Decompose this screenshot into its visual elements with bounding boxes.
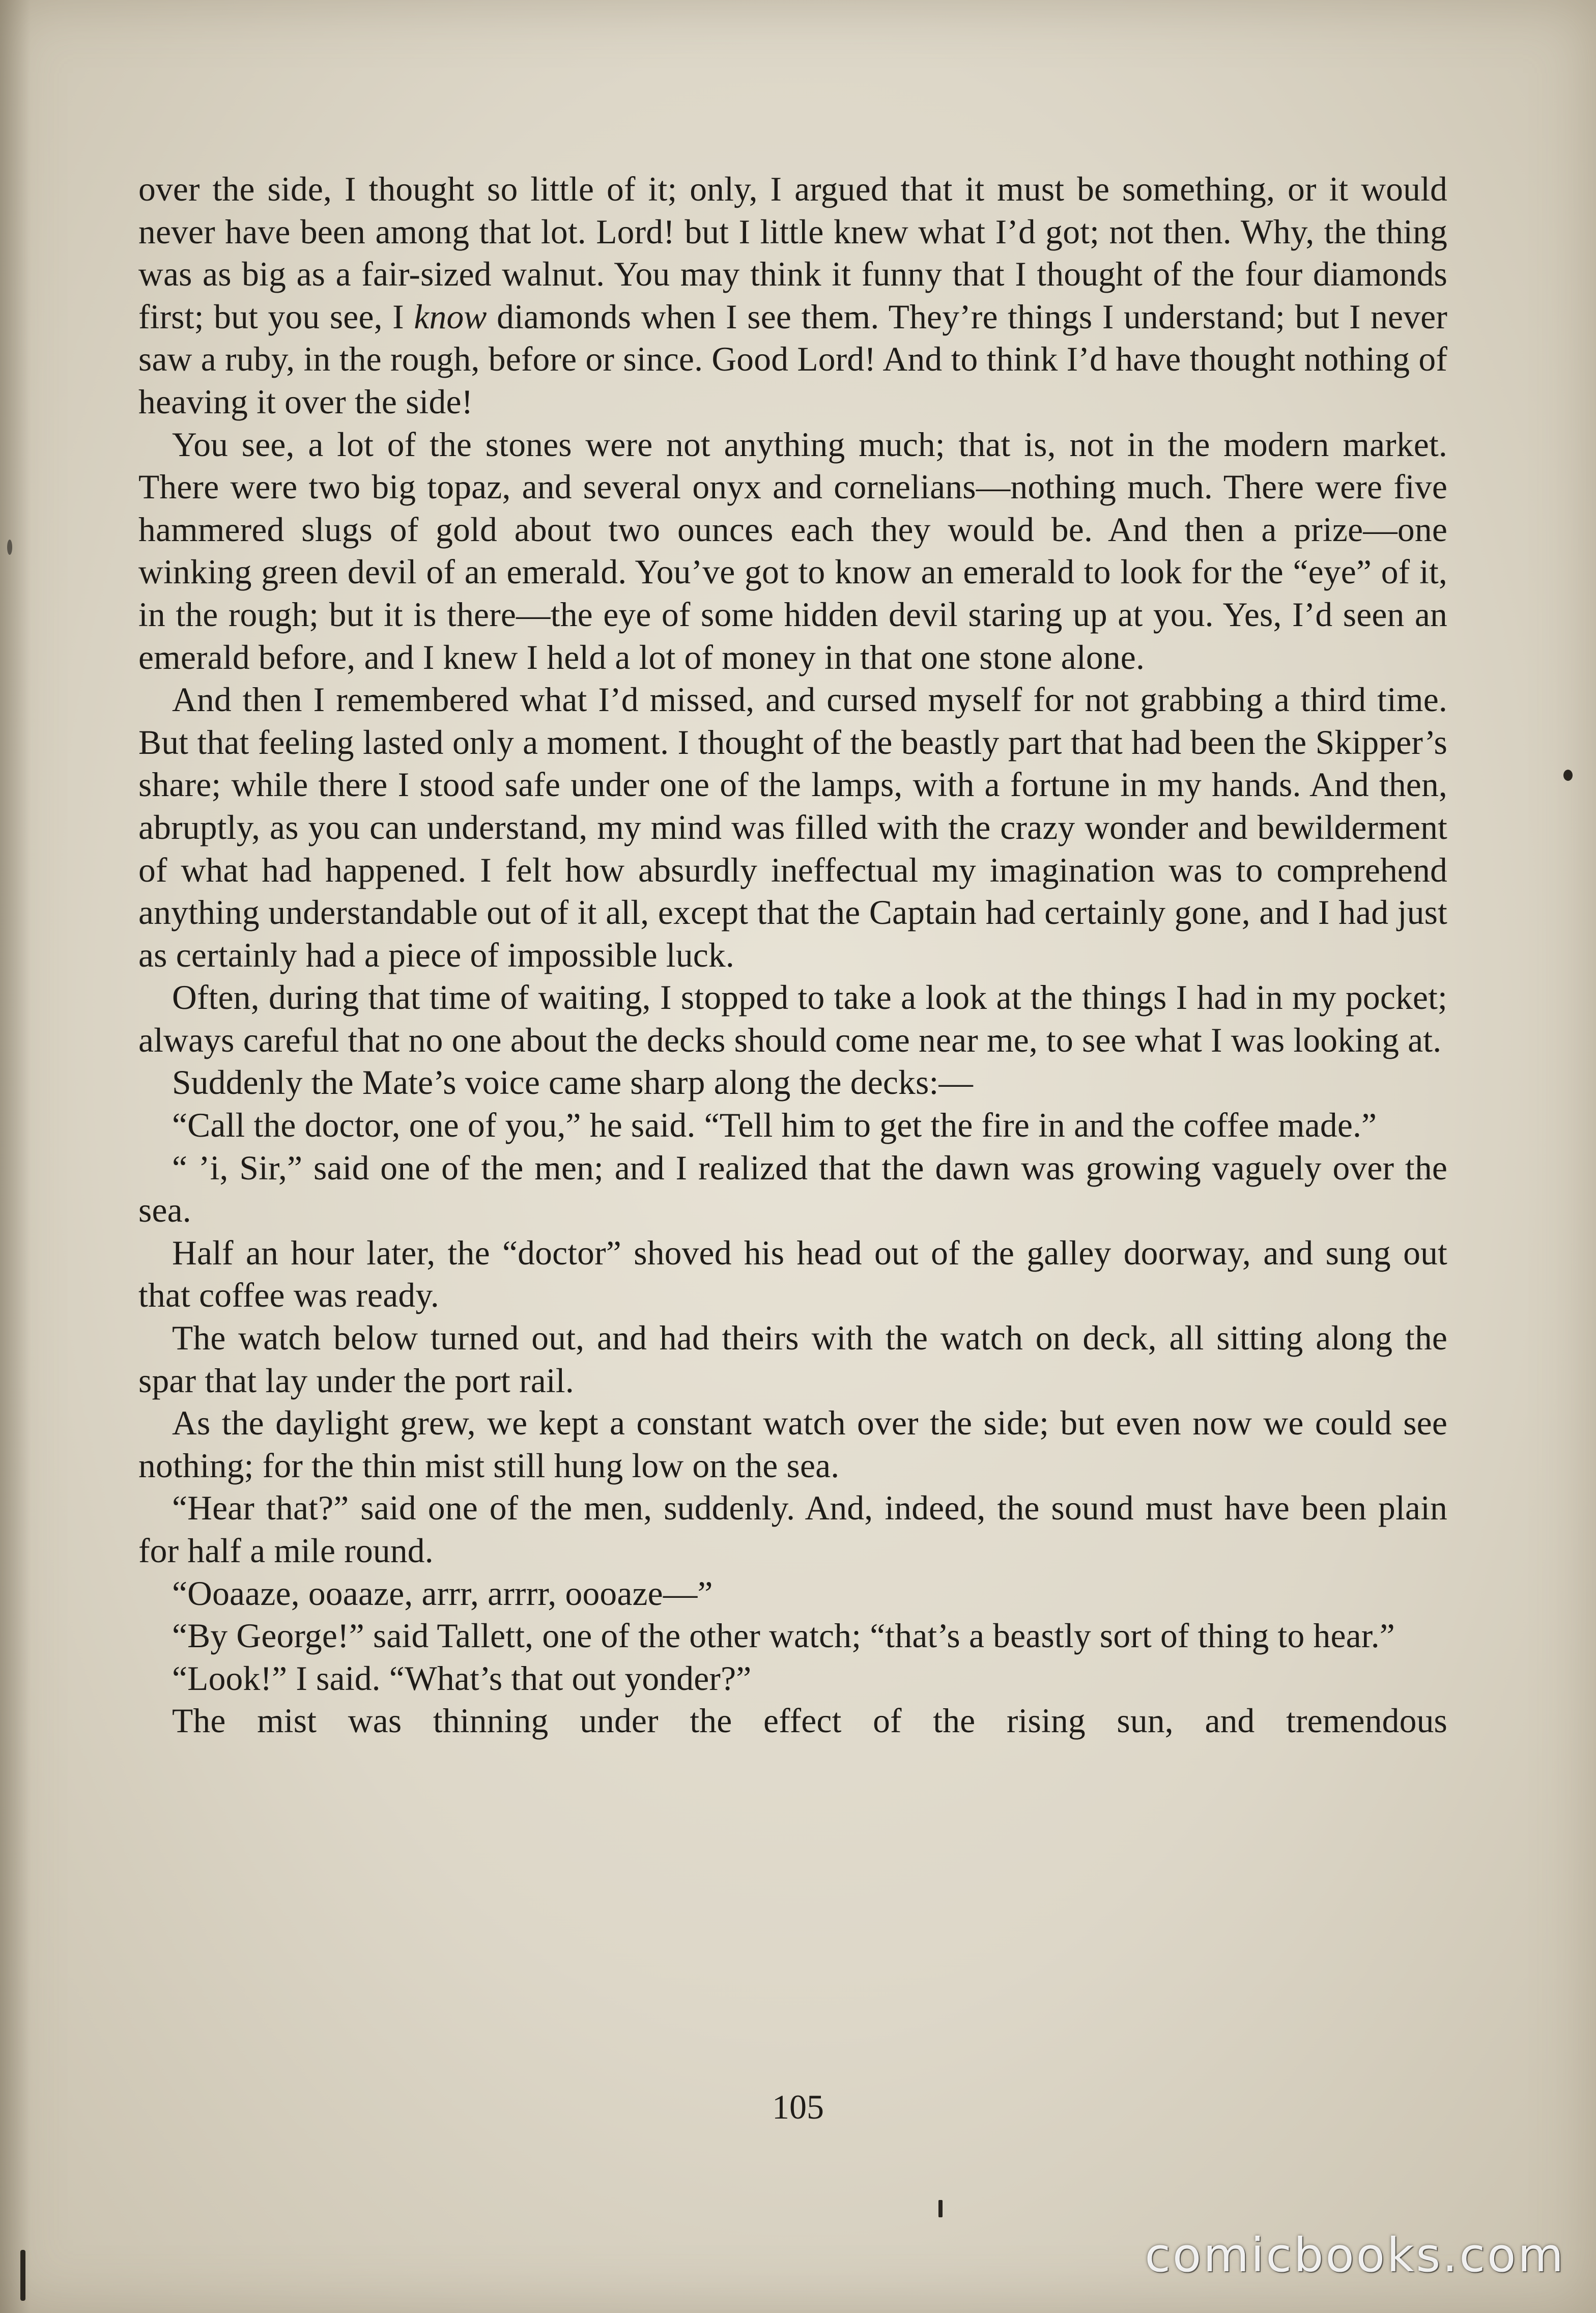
paragraph: Suddenly the Mate’s voice came sharp along the decks:— [172, 1063, 974, 1102]
paragraph-last: The mist was thinning under the effect of the rising sun, and tremendous [172, 1702, 1447, 1740]
page-speck [938, 2200, 943, 2217]
paragraph: “By George!” said Tallett, one of the other watch; “that’s a beastly sort of thing to hear.” [172, 1617, 1395, 1655]
paragraph: “Look!” I said. “What’s that out yonder?” [172, 1659, 752, 1698]
paragraph: Half an hour later, the “doctor” shoved his head out of the galley doorway, and sung out that coffee was ready. [138, 1233, 1447, 1315]
watermark: comicbooks.com [1145, 2228, 1565, 2282]
text-run: diamonds when I see them. They’re things I understand; but I never saw a ruby, in the rough, before or since. Good Lord! And to think I’d have thought nothing of heaving it over the side! [138, 297, 1447, 421]
paragraph: The watch below turned out, and had theirs with the watch on deck, all sitting along the spar that lay under the port rail. [138, 1319, 1447, 1400]
paragraph: “ ’i, Sir,” said one of the men; and I realized that the dawn was growing vaguely over the sea. [138, 1148, 1447, 1230]
paragraph-continuation [138, 168, 1447, 424]
page-number: 105 [772, 2088, 824, 2126]
page-speck [1563, 770, 1573, 781]
paragraph: As the daylight grew, we kept a constant watch over the side; but even now we could see nothing; for the thin mist still hung low on the sea. [138, 1404, 1447, 1485]
paragraph: “Call the doctor, one of you,” he said. “Tell him to get the fire in and the coffee made.” [172, 1106, 1377, 1145]
page-speck [20, 2250, 25, 2301]
text-run: over the side, I thought so little of it; only, I argued that it must be something, or it would never have been among that lot. Lord! but I little knew what I’d got; not then. Why, the thing was as big as a fair-sized walnut. You may think it funny that I thought of the four diamonds first; but you see, I [138, 170, 1447, 336]
page-speck [7, 540, 12, 555]
emphasized-word: know [414, 297, 487, 336]
paragraph: You see, a lot of the stones were not anything much; that is, not in the modern market. There were two big topaz, and several onyx and cornelians—nothing much. There were five hammered slugs of gold about two ounces each they would be. And then a prize—one winking green devil of an emerald. You’ve got to know an emerald to look for the “eye” of it, in the rough; but it is there—the eye of some hidden devil staring up at you. Yes, I’d seen an emerald before, and I knew I held a lot of money in that one stone alone. [138, 425, 1447, 676]
paragraph: “Hear that?” said one of the men, suddenly. And, indeed, the sound must have been plain for half a mile round. [138, 1489, 1447, 1570]
paragraph: Often, during that time of waiting, I stopped to take a look at the things I had in my pocket; always careful that no one about the decks should come near me, to see what I was looking at. [138, 978, 1447, 1059]
paragraph: “Ooaaze, ooaaze, arrr, arrrr, oooaze—” [172, 1574, 713, 1613]
body-text [138, 168, 1447, 1742]
paragraph: And then I remembered what I’d missed, and cursed myself for not grabbing a third time. But that feeling lasted only a moment. I thought of the beastly part that had been the Skipper’s share; while there I stood safe under one of the lamps, with a fortune in my hands. And then, abruptly, as you can understand, my mind was filled with the crazy wonder and bewilderment of what had happened. I felt how absurdly ineffectual my imagination was to comprehend anything understandable out of it all, except that the Captain had certainly gone, and I had just as certainly had a piece of impossible luck. [138, 681, 1447, 974]
page-edge-shadow [0, 0, 31, 2313]
